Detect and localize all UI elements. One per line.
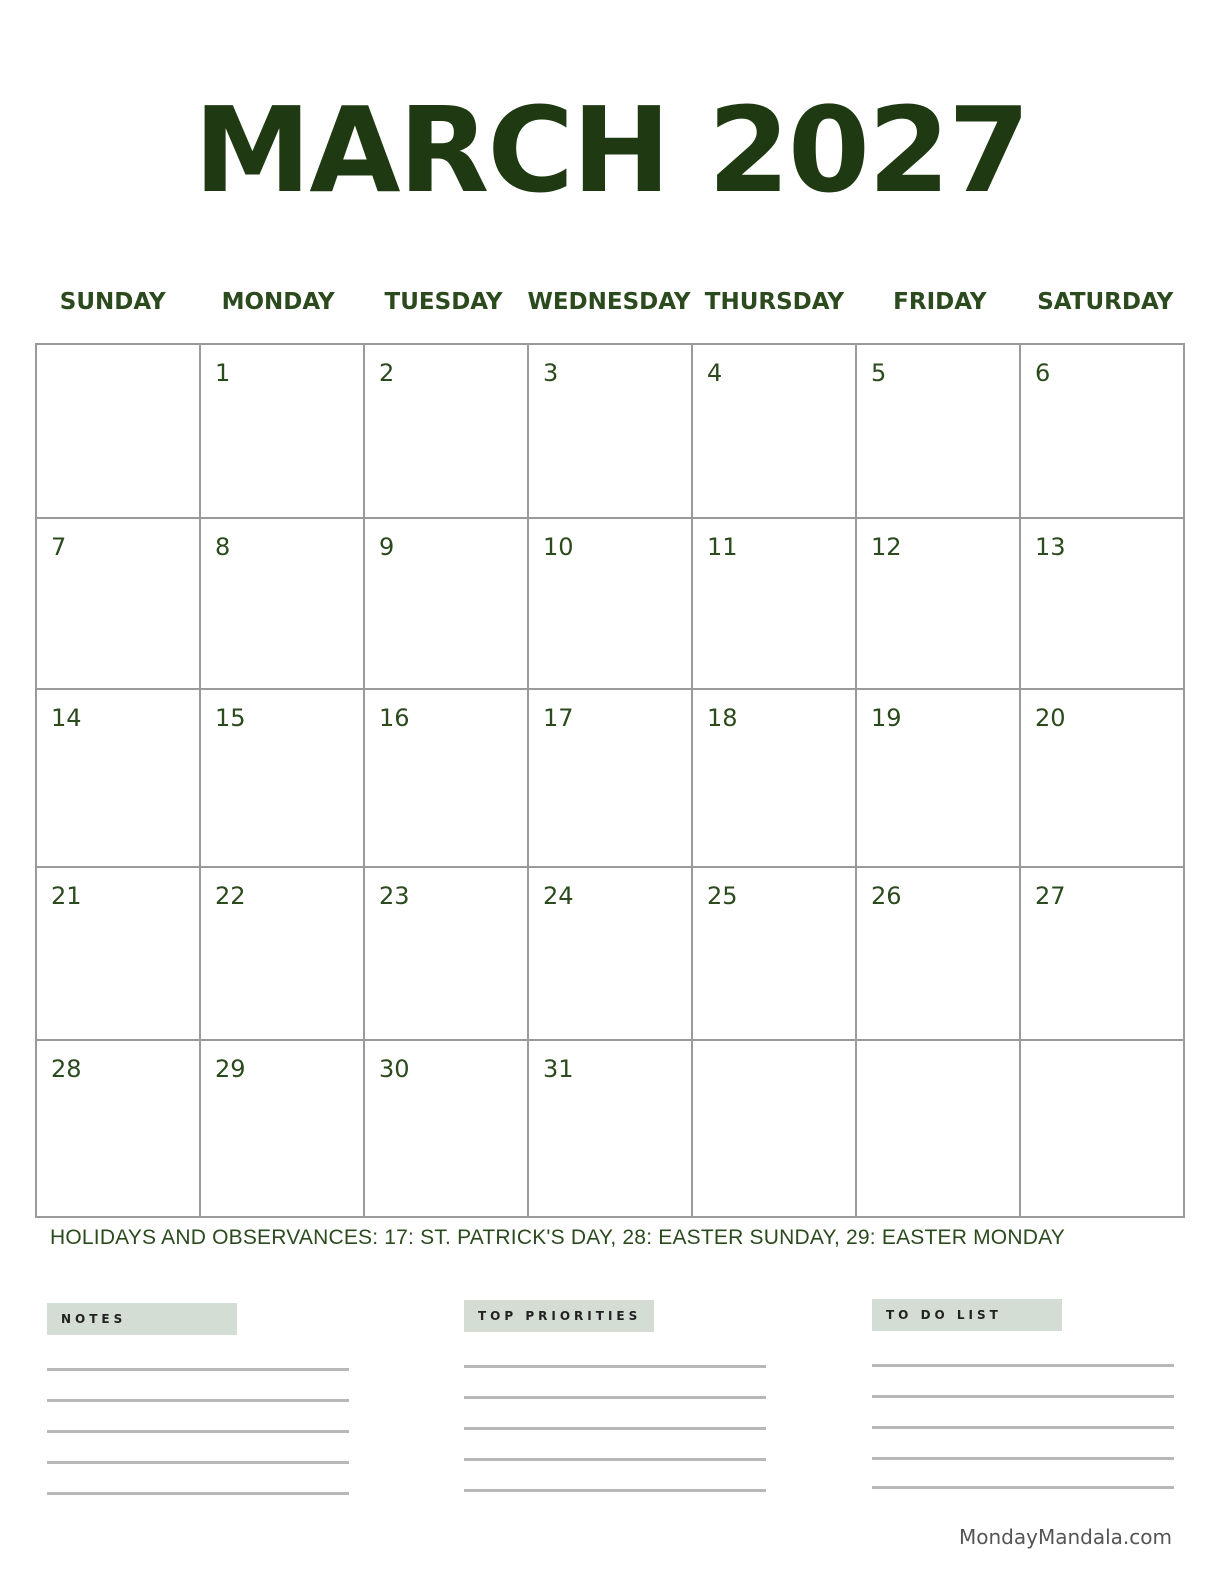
- day-number: 12: [871, 533, 902, 561]
- notes-line[interactable]: [47, 1492, 349, 1495]
- day-number: 1: [215, 359, 231, 387]
- day-number: 24: [543, 882, 574, 910]
- day-cell[interactable]: [1021, 868, 1185, 1041]
- day-number: 28: [51, 1055, 82, 1083]
- notes-line[interactable]: [47, 1399, 349, 1402]
- todo-line[interactable]: [872, 1426, 1174, 1429]
- priorities-line[interactable]: [464, 1396, 766, 1399]
- day-cell[interactable]: [365, 868, 529, 1041]
- day-number: 14: [51, 704, 82, 732]
- day-number: 18: [707, 704, 738, 732]
- day-number: 6: [1035, 359, 1051, 387]
- day-cell[interactable]: [693, 690, 857, 868]
- weekday-friday: FRIDAY: [893, 289, 987, 315]
- day-cell[interactable]: [1021, 690, 1185, 868]
- day-cell[interactable]: [693, 868, 857, 1041]
- day-cell[interactable]: [37, 1041, 201, 1218]
- day-cell[interactable]: [857, 690, 1021, 868]
- priorities-line[interactable]: [464, 1427, 766, 1430]
- day-cell[interactable]: [857, 1041, 1021, 1218]
- todo-line[interactable]: [872, 1486, 1174, 1489]
- day-cell[interactable]: [365, 345, 529, 519]
- day-cell[interactable]: [529, 345, 693, 519]
- weekday-thursday: THURSDAY: [704, 289, 845, 315]
- day-cell[interactable]: [529, 690, 693, 868]
- day-cell[interactable]: [693, 345, 857, 519]
- day-number: 21: [51, 882, 82, 910]
- notes-line[interactable]: [47, 1461, 349, 1464]
- day-cell[interactable]: [529, 1041, 693, 1218]
- notes-heading: NOTES: [47, 1303, 237, 1335]
- day-number: 31: [543, 1055, 574, 1083]
- weekday-monday: MONDAY: [221, 289, 335, 315]
- day-number: 9: [379, 533, 395, 561]
- todo-section: [872, 1299, 1174, 1331]
- day-cell[interactable]: [857, 345, 1021, 519]
- notes-line[interactable]: [47, 1368, 349, 1371]
- day-number: 15: [215, 704, 246, 732]
- day-cell[interactable]: [365, 519, 529, 690]
- day-cell[interactable]: [693, 1041, 857, 1218]
- notes-line[interactable]: [47, 1430, 349, 1433]
- day-number: 26: [871, 882, 902, 910]
- day-cell[interactable]: [365, 690, 529, 868]
- day-number: 22: [215, 882, 246, 910]
- priorities-line[interactable]: [464, 1489, 766, 1492]
- day-cell[interactable]: [37, 868, 201, 1041]
- day-cell[interactable]: [201, 868, 365, 1041]
- day-number: 20: [1035, 704, 1066, 732]
- day-cell[interactable]: [37, 519, 201, 690]
- day-number: 2: [379, 359, 395, 387]
- todo-line[interactable]: [872, 1364, 1174, 1367]
- day-number: 19: [871, 704, 902, 732]
- day-cell[interactable]: [529, 868, 693, 1041]
- day-number: 27: [1035, 882, 1066, 910]
- weekday-header-row: [30, 282, 1188, 322]
- day-cell[interactable]: [201, 1041, 365, 1218]
- calendar-grid: [35, 343, 1185, 1218]
- day-number: 7: [51, 533, 67, 561]
- todo-line[interactable]: [872, 1457, 1174, 1460]
- weekday-tuesday: TUESDAY: [384, 289, 503, 315]
- day-number: 17: [543, 704, 574, 732]
- day-number: 29: [215, 1055, 246, 1083]
- day-cell[interactable]: [201, 690, 365, 868]
- day-number: 16: [379, 704, 410, 732]
- weekday-saturday: SATURDAY: [1037, 289, 1174, 315]
- day-cell[interactable]: [37, 690, 201, 868]
- day-cell[interactable]: [1021, 345, 1185, 519]
- notes-section: [47, 1303, 349, 1335]
- day-cell[interactable]: [1021, 1041, 1185, 1218]
- day-number: 4: [707, 359, 723, 387]
- day-number: 25: [707, 882, 738, 910]
- day-number: 8: [215, 533, 231, 561]
- weekday-wednesday: WEDNESDAY: [527, 289, 691, 315]
- day-cell[interactable]: [201, 519, 365, 690]
- day-number: 5: [871, 359, 887, 387]
- day-cell[interactable]: [365, 1041, 529, 1218]
- site-watermark: MondayMandala.com: [959, 1525, 1172, 1549]
- day-number: 13: [1035, 533, 1066, 561]
- day-cell[interactable]: [857, 868, 1021, 1041]
- weekday-sunday: SUNDAY: [59, 289, 166, 315]
- todo-line[interactable]: [872, 1395, 1174, 1398]
- day-number: 23: [379, 882, 410, 910]
- day-cell[interactable]: [37, 345, 201, 519]
- top-priorities-section: [464, 1300, 766, 1332]
- todo-heading: TO DO LIST: [872, 1299, 1062, 1331]
- holidays-note: HOLIDAYS AND OBSERVANCES: 17: ST. PATRICK'S DAY, 28: EASTER SUNDAY, 29: EASTER MONDAY: [50, 1226, 1065, 1249]
- day-number: 30: [379, 1055, 410, 1083]
- day-cell[interactable]: [693, 519, 857, 690]
- day-cell[interactable]: [529, 519, 693, 690]
- day-cell[interactable]: [201, 345, 365, 519]
- priorities-line[interactable]: [464, 1458, 766, 1461]
- day-number: 3: [543, 359, 559, 387]
- day-number: 10: [543, 533, 574, 561]
- day-number: 11: [707, 533, 738, 561]
- top-priorities-heading: TOP PRIORITIES: [464, 1300, 654, 1332]
- calendar-title: MARCH 2027: [193, 81, 1029, 219]
- priorities-line[interactable]: [464, 1365, 766, 1368]
- day-cell[interactable]: [1021, 519, 1185, 690]
- day-cell[interactable]: [857, 519, 1021, 690]
